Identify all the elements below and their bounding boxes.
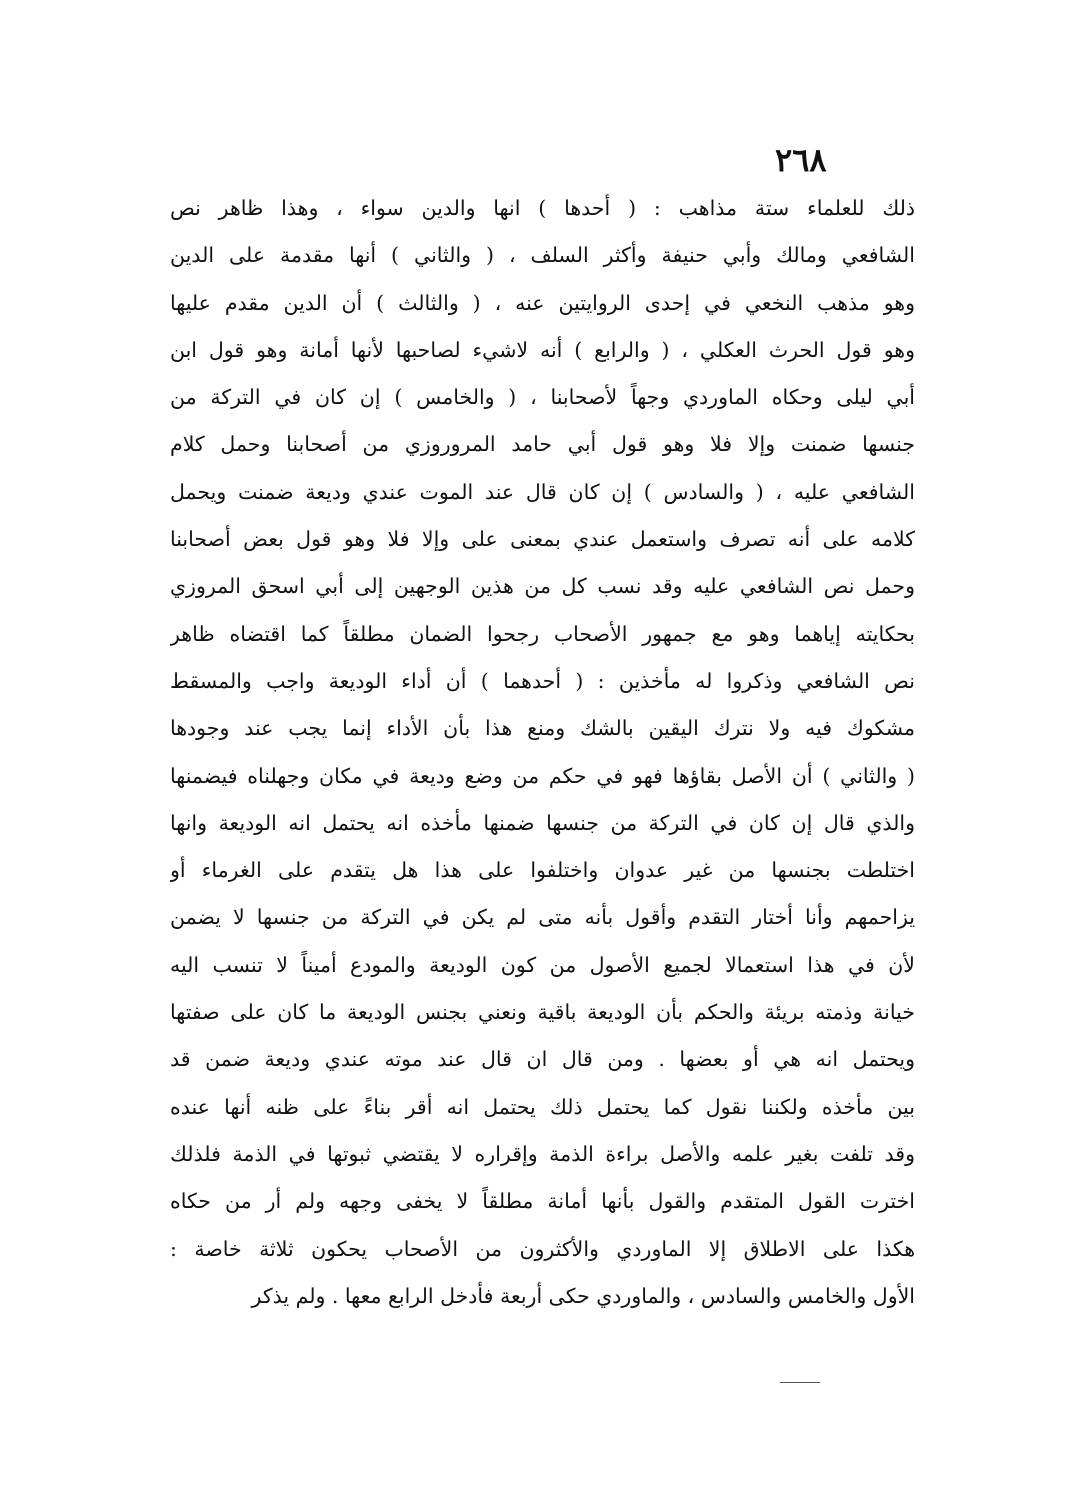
text-line: الشافعي عليه ، ( والسادس ) إن كان قال عند الموت عندي وديعة ضمنت ويحمل: [170, 479, 915, 504]
text-line: خيانة وذمته بريئة والحكم بأن الوديعة باقية ونعني بجنس الوديعة ما كان على صفتها: [170, 1000, 915, 1025]
text-line: ( والثاني ) أن الأصل بقاؤها فهو في حكم من وضع وديعة في مكان وجهلناه فيضمنها: [170, 763, 915, 788]
text-line: اخترت القول المتقدم والقول بأنها أمانة مطلقاً لا يخفى وجهه ولم أر من حكاه: [170, 1189, 915, 1214]
body-text: [170, 185, 915, 1320]
text-line: والذي قال إن كان في التركة من جنسها ضمنها مأخذه انه يحتمل انه الوديعة وانها: [170, 810, 915, 835]
text-line: وقد تلفت بغير علمه والأصل براءة الذمة وإقراره لا يقتضي ثبوتها في الذمة فلذلك: [170, 1141, 915, 1166]
footer-mark: [780, 1382, 820, 1383]
text-line: مشكوك فيه ولا نترك اليقين بالشك ومنع هذا بأن الأداء إنما يجب عند وجودها: [170, 716, 915, 741]
text-line: الأول والخامس والسادس ، والماوردي حكى أربعة فأدخل الرابع معها . ولم يذكر: [251, 1283, 915, 1308]
text-line: جنسها ضمنت وإلا فلا وهو قول أبي حامد المروروزي من أصحابنا وحمل كلام: [170, 432, 915, 457]
text-line: بين مأخذه ولكننا نقول كما يحتمل ذلك يحتمل انه أقر بناءً على ظنه أنها عنده: [170, 1094, 915, 1119]
text-line: ذلك للعلماء ستة مذاهب : ( أحدها ) انها والدين سواء ، وهذا ظاهر نص: [170, 196, 915, 220]
text-line: الشافعي ومالك وأبي حنيفة وأكثر السلف ، ( والثاني ) أنها مقدمة على الدين: [170, 243, 915, 268]
text-line: كلامه على أنه تصرف واستعمل عندي بمعنى على وإلا فلا وهو قول بعض أصحابنا: [170, 527, 915, 552]
text-line: ويحتمل انه هي أو بعضها . ومن قال ان قال عند موته عندي وديعة ضمن قد: [170, 1047, 915, 1072]
text-line: أبي ليلى وحكاه الماوردي وجهاً لأصحابنا ، ( والخامس ) إن كان في التركة من: [170, 385, 915, 410]
page-number: ٢٦٨: [775, 141, 827, 179]
text-line: وحمل نص الشافعي عليه وقد نسب كل من هذين الوجهين إلى أبي اسحق المروزي: [170, 574, 915, 599]
text-line: بحكايته إياهما وهو مع جمهور الأصحاب رجحوا الضمان مطلقاً كما اقتضاه ظاهر: [170, 621, 915, 646]
text-line: لأن في هذا استعمالا لجميع الأصول من كون الوديعة والمودع أميناً لا تنسب اليه: [170, 952, 915, 977]
text-line: وهو مذهب النخعي في إحدى الروايتين عنه ، ( والثالث ) أن الدين مقدم عليها: [170, 290, 915, 315]
text-line: يزاحمهم وأنا أختار التقدم وأقول بأنه متى لم يكن في التركة من جنسها لا يضمن: [170, 905, 915, 930]
text-line: هكذا على الاطلاق إلا الماوردي والأكثرون من الأصحاب يحكون ثلاثة خاصة :: [170, 1236, 915, 1261]
text-line: وهو قول الحرث العكلي ، ( والرابع ) أنه لاشيء لصاحبها لأنها أمانة وهو قول ابن: [170, 337, 915, 362]
text-line: اختلطت بجنسها من غير عدوان واختلفوا على هذا هل يتقدم على الغرماء أو: [170, 858, 915, 883]
text-line: نص الشافعي وذكروا له مأخذين : ( أحدهما ) أن أداء الوديعة واجب والمسقط: [170, 668, 915, 693]
